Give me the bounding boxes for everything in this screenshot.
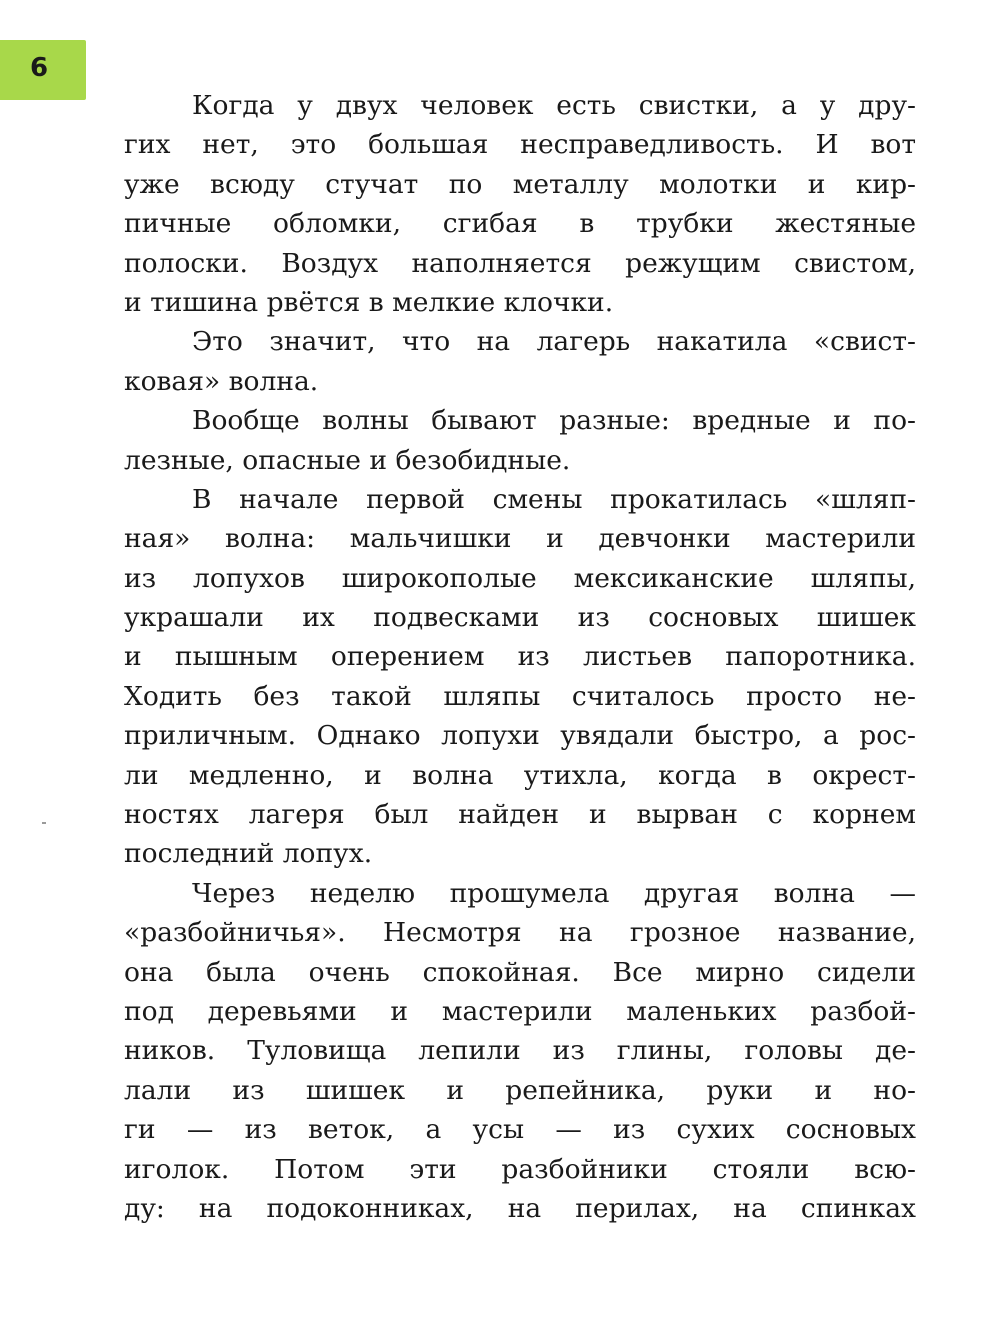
page-number: 6 <box>30 53 49 83</box>
text-line: Когда у двух человек есть свистки, а у дру- <box>192 90 916 121</box>
text-line: ная» волна: мальчишки и девчонки мастерили <box>124 523 916 555</box>
paragraph <box>124 86 916 322</box>
text-line: и тишина рвётся в мелкие клочки. <box>124 286 614 318</box>
text-line: из лопухов широкополые мексиканские шляпы, <box>124 562 916 594</box>
text-line: под деревьями и мастерили маленьких разбой- <box>124 995 916 1027</box>
text-line: Это значит, что на лагерь накатила «свист- <box>192 326 916 358</box>
text-line: она была очень спокойная. Все мирно сидели <box>124 956 916 988</box>
text-line: Вообще волны бывают разные: вредные и по- <box>192 405 916 437</box>
text-line: лали из шишек и репейника, руки и но- <box>124 1074 916 1106</box>
text-line: ги — из веток, а усы — из сухих сосновых <box>124 1114 916 1146</box>
text-line: иголок. Потом эти разбойники стояли всю- <box>124 1153 916 1185</box>
paragraph <box>124 401 916 480</box>
text-line: приличным. Однако лопухи увядали быстро, а рос- <box>124 720 916 752</box>
text-line: Через неделю прошумела другая волна — <box>192 877 916 909</box>
text-line: ковая» волна. <box>124 365 319 397</box>
paragraph <box>124 874 916 1229</box>
text-line: украшали их подвесками из сосновых шишек <box>124 602 916 634</box>
margin-mark <box>42 822 46 824</box>
text-line: ностях лагеря был найден и вырван с корнем <box>124 799 916 831</box>
paragraph <box>124 322 916 401</box>
text-line: и пышным оперением из листьев папоротника. <box>124 641 916 673</box>
text-line: ли медленно, и волна утихла, когда в окрест- <box>124 759 916 791</box>
text-line: Ходить без такой шляпы считалось просто не- <box>124 680 916 712</box>
text-line: последний лопух. <box>124 838 373 870</box>
text-line: гих нет, это большая несправедливость. И вот <box>124 129 916 161</box>
text-line: ников. Туловища лепили из глины, головы де- <box>124 1035 916 1067</box>
text-line: В начале первой смены прокатилась «шляп- <box>192 483 916 515</box>
paragraph <box>124 480 916 874</box>
text-line: пичные обломки, сгибая в трубки жестяные <box>124 208 916 240</box>
text-line: уже всюду стучат по металлу молотки и кир- <box>124 168 916 200</box>
text-line: ду: на подоконниках, на перилах, на спинках <box>124 1192 916 1224</box>
text-line: полоски. Воздух наполняется режущим свистом, <box>124 247 916 279</box>
text-line: «разбойничья». Несмотря на грозное название, <box>124 917 916 949</box>
page-text <box>124 86 916 1228</box>
text-line: лезные, опасные и безобидные. <box>124 444 571 476</box>
